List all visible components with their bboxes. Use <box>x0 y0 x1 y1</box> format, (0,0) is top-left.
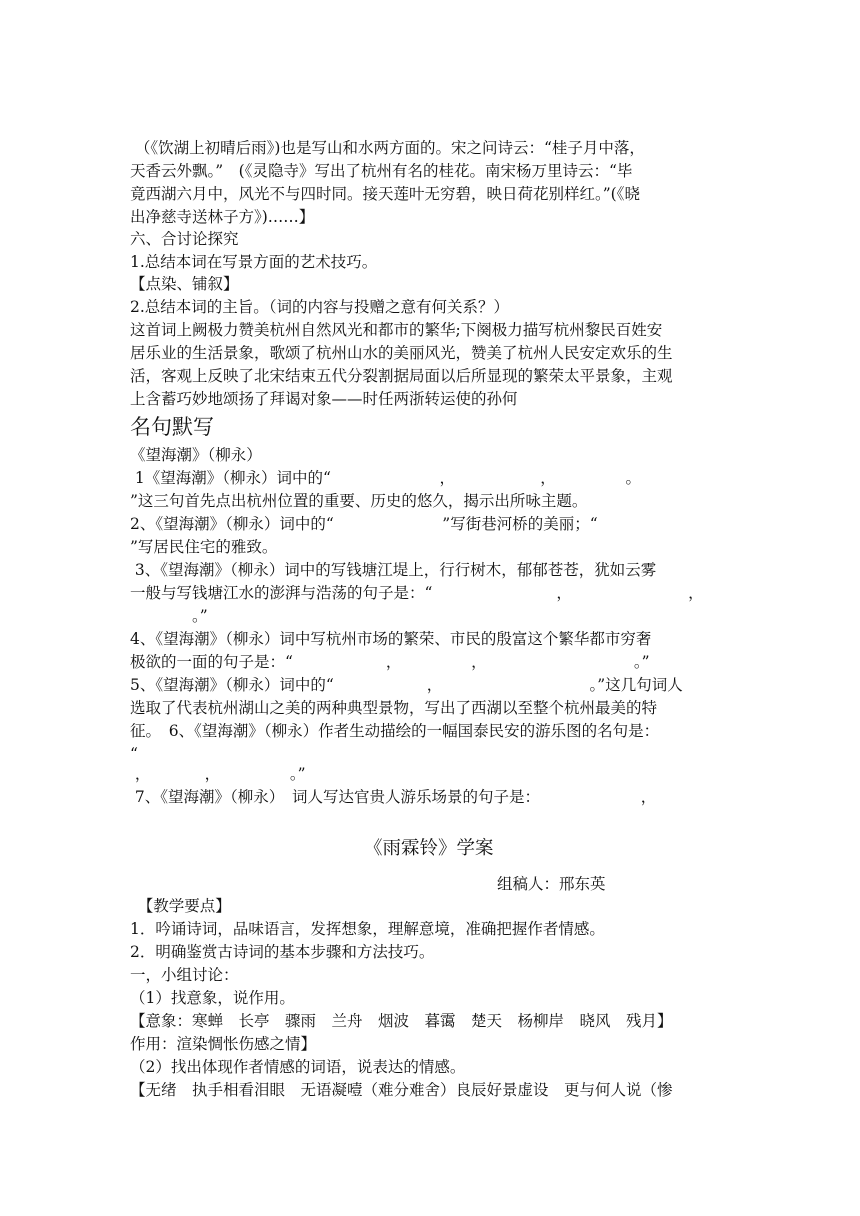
exercise-line: 7、《望海潮》（柳永） 词人写达官贵人游乐场景的句子是： ， <box>130 788 657 806</box>
exercise-line: 3、《望海潮》（柳永）词中的写钱塘江堤上，行行树木，郁郁苍苍，犹如云雾 <box>130 561 657 579</box>
answer: 【点染、铺叙】 <box>130 275 239 293</box>
exercise-line: ”写居民住宅的雅致。 <box>130 538 278 556</box>
question: 2.总结本词的主旨。（词的内容与投赠之意有何关系？） <box>130 298 510 316</box>
text-line: 出净慈寺送林子方》)……】 <box>130 208 315 226</box>
document-title: 《雨霖铃》学案 <box>364 838 494 859</box>
question: （2）找出体现作者情感的词语，说表达的情感。 <box>130 1058 466 1076</box>
text-line: 这首词上阙极力赞美杭州自然风光和都市的繁华;下阕极力描写杭州黎民百姓安 <box>130 321 663 339</box>
section-heading: 六、合讨论探究 <box>130 230 239 248</box>
exercise-line: 选取了代表杭州湖山之美的两种典型景物，写出了西湖以至整个杭州最美的特 <box>130 699 658 717</box>
answer: 【意象：寒蝉 长亭 骤雨 兰舟 烟波 暮霭 楚天 杨柳岸 晓风 残月】 <box>130 1012 673 1030</box>
exercise-line: 一般与写钱塘江水的澎湃与浩荡的句子是：“ ， ， <box>130 584 704 602</box>
question: 1.总结本词在写景方面的艺术技巧。 <box>130 253 378 271</box>
exercise-line: ， ， 。” <box>130 765 306 783</box>
exercise-line: ”这三句首先点出杭州位置的重要、历史的悠久，揭示出所咏主题。 <box>130 492 588 510</box>
exercise-line: 征。 6、《望海潮》（柳永）作者生动描绘的一幅国泰民安的游乐图的名句是： <box>130 722 660 740</box>
exercise-line: 极欲的一面的句子是：“ ， ， 。” <box>130 653 650 671</box>
text-line: （《饮湖上初晴后雨》)也是写山和水两方面的。宋之问诗云：“桂子月中落， <box>130 139 645 157</box>
text-line: 上含蓄巧妙地颂扬了拜谒对象——时任两浙转运使的孙何 <box>130 390 518 408</box>
text-line: 居乐业的生活景象，歌颂了杭州山水的美丽风光，赞美了杭州人民安定欢乐的生 <box>130 344 673 362</box>
section-heading: 一，小组讨论： <box>130 966 239 984</box>
exercise-line: 1《望海潮》（柳永）词中的“ ， ， 。 <box>130 469 641 487</box>
section-heading: 【教学要点】 <box>130 897 231 915</box>
question: （1）找意象，说作用。 <box>130 989 295 1007</box>
text-line: 活，客观上反映了北宋结束五代分裂割据局面以后所显现的繁荣太平景象，主观 <box>130 367 673 385</box>
exercise-line: 2、《望海潮》（柳永）词中的“ ”写街巷河桥的美丽；“ <box>130 515 598 533</box>
exercise-line: 5、《望海潮》（柳永）词中的“ ， 。”这几句词人 <box>130 676 683 694</box>
list-item: 1．吟诵诗词，品味语言，发挥想象，理解意境，准确把握作者情感。 <box>130 920 605 938</box>
answer: 【无绪 执手相看泪眼 无语凝噎（难分难舍）良辰好景虚设 更与何人说（惨 <box>130 1081 673 1099</box>
poem-title: 《望海潮》（柳永） <box>130 446 262 464</box>
exercise-line: “ <box>130 745 138 763</box>
exercise-line: 。” <box>130 607 208 625</box>
author-line: 组稿人：邢东英 <box>497 875 606 893</box>
text-line: 竟西湖六月中，风光不与四时同。接天莲叶无穷碧，映日荷花别样红。”(《晓 <box>130 185 640 203</box>
section-title: 名句默写 <box>130 415 214 439</box>
exercise-line: 4、《望海潮》（柳永）词中写杭州市场的繁荣、市民的殷富这个繁华都市穷奢 <box>130 630 652 648</box>
text-line: 天香云外飘。” (《灵隐寺》写出了杭州有名的桂花。南宋杨万里诗云：“毕 <box>130 162 633 180</box>
answer: 作用：渲染惆怅伤感之情】 <box>130 1035 317 1053</box>
list-item: 2．明确鉴赏古诗词的基本步骤和方法技巧。 <box>130 943 435 961</box>
